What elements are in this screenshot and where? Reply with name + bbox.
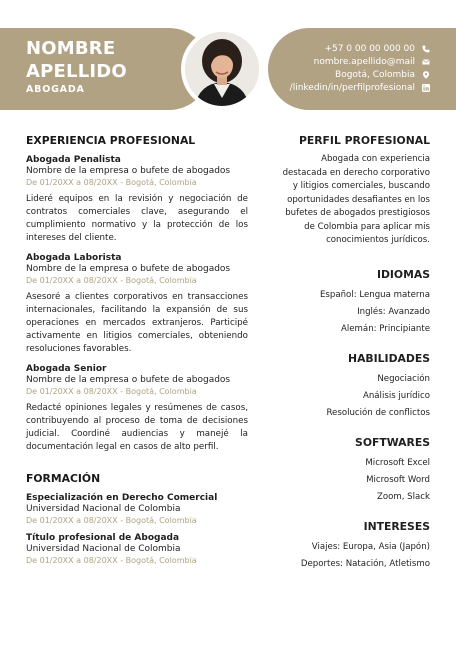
linkedin-icon	[422, 84, 430, 92]
header-band-right	[268, 28, 456, 110]
contact-location-text: Bogotá, Colombia	[335, 70, 415, 80]
job-dates: De 01/20XX a 08/20XX - Bogotá, Colombia	[26, 387, 197, 396]
contact-linkedin-text: /linkedin/in/perfilprofesional	[289, 83, 415, 93]
job-dates: De 01/20XX a 08/20XX - Bogotá, Colombia	[26, 178, 197, 187]
education-entry	[26, 493, 248, 525]
experience-title: EXPERIENCIA PROFESIONAL	[26, 134, 196, 147]
job-description: Lideré equipos en la revisión y negociación de contratos comerciales clave, asegurando el cumplimiento normativo y la protección de los intereses del cliente.	[26, 194, 248, 243]
software-title: SOFTWARES	[355, 435, 430, 449]
education-dates: De 01/20XX a 08/20XX - Bogotá, Colombia	[26, 556, 197, 565]
job-role: ABOGADA	[26, 84, 85, 95]
contact-email-text: nombre.apellido@mail	[313, 57, 415, 67]
contact-email[interactable]	[314, 57, 430, 67]
skill-item: Resolución de conflictos	[326, 407, 430, 418]
job-title: Abogada Laborista	[26, 253, 122, 263]
skills-section	[280, 352, 430, 418]
software-section	[280, 436, 430, 502]
software-item: Microsoft Word	[366, 474, 430, 485]
software-item: Microsoft Excel	[365, 457, 430, 468]
language-item: Alemán: Principiante	[341, 323, 430, 334]
left-column	[26, 134, 248, 565]
right-column	[280, 134, 430, 569]
profile-text: Abogada con experiencia destacada en derecho corporativo y litigios comerciales, buscando oportunidades desafiantes en los bufetes de abogados prestigiosos de Colombia para aplicar mis conocimientos jurídicos.	[282, 154, 430, 245]
software-item: Zoom, Slack	[376, 491, 430, 502]
degree-title: Título profesional de Abogada	[26, 533, 180, 543]
contact-phone[interactable]	[324, 44, 430, 54]
profile-title: PERFIL PROFESIONAL	[298, 134, 430, 147]
contact-phone-text: +57 0 00 00 000 00	[324, 44, 415, 54]
interest-item: Viajes: Europa, Asia (Japón)	[311, 541, 430, 552]
education-dates: De 01/20XX a 08/20XX - Bogotá, Colombia	[26, 516, 197, 525]
job-description: Asesoré a clientes corporativos en transacciones internacionales, facilitando la expansión de sus operaciones en mercados extranjeros. Participé activamente en litigios comerciales, obteniendo resoluciones favorables.	[26, 292, 248, 354]
email-icon	[422, 58, 430, 66]
job-entry	[26, 155, 248, 245]
job-description: Redacté opiniones legales y resúmenes de casos, contribuyendo al proceso de toma de decisiones judicial. Coordiné audiencias y manejé la documentación legal en casos de alto perfil.	[26, 403, 248, 452]
language-item: Español: Lengua materna	[319, 289, 430, 300]
job-company: Nombre de la empresa o bufete de abogados	[26, 375, 231, 385]
skill-item: Negociación	[377, 373, 430, 384]
languages-section	[280, 268, 430, 334]
education-title: FORMACIÓN	[26, 472, 101, 485]
profile-photo	[185, 32, 259, 106]
phone-icon	[422, 45, 430, 53]
job-dates: De 01/20XX a 08/20XX - Bogotá, Colombia	[26, 276, 197, 285]
last-name: APELLIDO	[26, 61, 127, 82]
interests-section	[280, 520, 430, 569]
job-title: Abogada Senior	[26, 364, 107, 374]
education-entry	[26, 533, 248, 565]
first-name: NOMBRE	[26, 38, 116, 59]
job-entry	[26, 364, 248, 454]
language-item: Inglés: Avanzado	[357, 306, 430, 317]
degree-title: Especialización en Derecho Comercial	[26, 493, 218, 503]
school-name: Universidad Nacional de Colombia	[26, 544, 181, 554]
job-title: Abogada Penalista	[26, 155, 121, 165]
job-entry	[26, 253, 248, 356]
skills-title: HABILIDADES	[348, 351, 430, 365]
job-company: Nombre de la empresa o bufete de abogados	[26, 264, 231, 274]
interest-item: Deportes: Natación, Atletismo	[300, 558, 430, 569]
languages-title: IDIOMAS	[376, 267, 430, 281]
location-icon	[422, 71, 430, 79]
interests-title: INTERESES	[363, 519, 430, 533]
job-company: Nombre de la empresa o bufete de abogados	[26, 166, 231, 176]
school-name: Universidad Nacional de Colombia	[26, 504, 181, 514]
contact-location[interactable]	[335, 70, 430, 80]
contact-linkedin[interactable]	[290, 83, 430, 93]
skill-item: Análisis jurídico	[362, 390, 430, 401]
